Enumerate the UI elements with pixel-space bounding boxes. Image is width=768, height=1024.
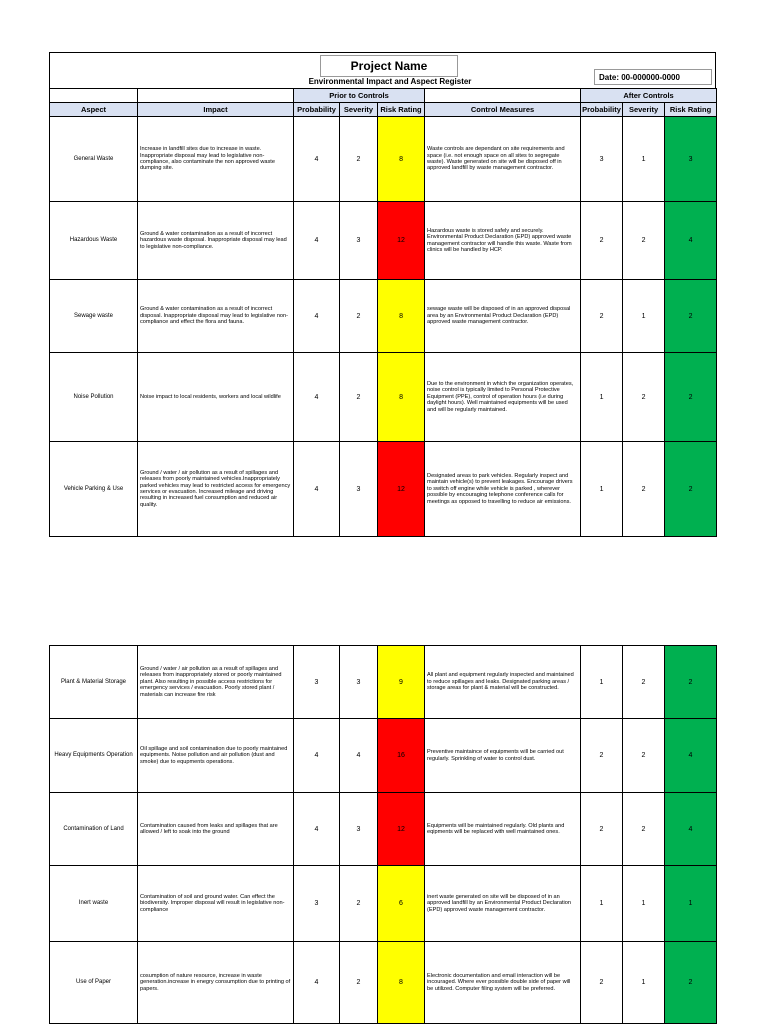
after-severity-cell: 2 — [623, 646, 665, 719]
risk-rating-cell: 16 — [378, 719, 425, 793]
aspect-cell: Noise Pollution — [50, 353, 138, 442]
after-severity-cell: 2 — [623, 353, 665, 442]
table-row — [50, 793, 717, 866]
aspect-cell: General Waste — [50, 117, 138, 202]
risk-rating-cell: 8 — [378, 353, 425, 442]
after-severity-cell: 1 — [623, 280, 665, 353]
risk-rating-cell: 8 — [378, 280, 425, 353]
impact-cell: Increase in landfill sites due to increase in waste. Inappropriate disposal may lead to legislative non-compliance, also contaminate the non approved waste dumping site. — [138, 117, 294, 202]
after-risk-rating-cell: 4 — [665, 719, 717, 793]
aspect-cell: Hazardous Waste — [50, 202, 138, 280]
table-row — [50, 442, 717, 537]
control-measures-header: Control Measures — [425, 103, 581, 117]
table-row — [50, 866, 717, 942]
probability-cell: 4 — [294, 202, 340, 280]
aspect-cell: Heavy Equipments Operation — [50, 719, 138, 793]
risk-rating-cell: 6 — [378, 866, 425, 942]
probability-cell: 3 — [294, 866, 340, 942]
control-measures-cell: Designated areas to park vehicles. Regularly inspect and maintain vehicle(s) to prevent leakages. Encourage drivers to switch off engine while vehicle is parked , wherever possible by encouraging telephone conference calls for meetings as opposed to travelling to reduce air emissions. — [425, 442, 581, 537]
probability-header: Probability — [294, 103, 340, 117]
title-block — [49, 52, 716, 88]
after-risk-rating-cell: 3 — [665, 117, 717, 202]
probability-cell: 4 — [294, 719, 340, 793]
control-measures-cell: Hazardous waste is stored safely and securely. Environmental Product Declaration (EPD) approved waste management contractor will handle this waste. Waste from clinics will be handled by HCP. — [425, 202, 581, 280]
after-risk-rating-cell: 2 — [665, 353, 717, 442]
control-measures-cell: Waste controls are dependant on site requirements and space (i.e. not enough space on all sites to segregate waste). Waste generated on site will be disposed off in approved landfill by waste management contractor. — [425, 117, 581, 202]
after-risk-rating-cell: 1 — [665, 866, 717, 942]
table-row — [50, 202, 717, 280]
impact-header: Impact — [138, 103, 294, 117]
risk-rating-cell: 8 — [378, 942, 425, 1024]
risk-rating-cell: 9 — [378, 646, 425, 719]
register-title: Environmental Impact and Aspect Register — [308, 77, 472, 86]
control-measures-cell: sewage waste will be disposed of in an approved disposal area by an Environmental Product Declaration (EPD) approved waste management contractor. — [425, 280, 581, 353]
table-row — [50, 353, 717, 442]
impact-cell: cosumption of nature resource, increase in waste generation.increase in enegry consumption due to printing of papers. — [138, 942, 294, 1024]
after-risk-rating-cell: 2 — [665, 942, 717, 1024]
prior-controls-header: Prior to Controls — [294, 89, 425, 103]
blank-cell — [50, 89, 138, 103]
probability-cell: 4 — [294, 117, 340, 202]
after-probability-cell: 3 — [581, 117, 623, 202]
register-body-continued — [50, 646, 717, 1024]
table-row — [50, 117, 717, 202]
after-severity-cell: 2 — [623, 202, 665, 280]
control-measures-cell: Due to the environment in which the organization operates, noise control is typically limited to Personal Protective Equipment (PPE), control of operation hours (i.e during daylight hours). Well maintained equipments will be used and will be regularly maintained. — [425, 353, 581, 442]
after-risk-rating-cell: 4 — [665, 202, 717, 280]
severity-cell: 2 — [340, 942, 378, 1024]
impact-cell: Contamination of soil and ground water. Can effect the biodiversity. Improper disposal will result in legislative non-compliance — [138, 866, 294, 942]
register-sheet-page-1 — [49, 52, 716, 537]
risk-rating-cell: 8 — [378, 117, 425, 202]
control-measures-cell: Equipments will be maintained regularly. Old plants and eqipments will be replaced with well maintained ones. — [425, 793, 581, 866]
after-probability-cell: 2 — [581, 793, 623, 866]
impact-cell: Contamination caused from leaks and spillages that are allowed / left to soak into the ground — [138, 793, 294, 866]
impact-cell: Oil spillage and soil contamination due to poorly maintained equipments. Noise pollution and air pollution (dust and smoke) due to equpments operations. — [138, 719, 294, 793]
severity-header: Severity — [340, 103, 378, 117]
severity-cell: 3 — [340, 202, 378, 280]
after-risk-rating-header: Risk Rating — [665, 103, 717, 117]
table-row — [50, 719, 717, 793]
after-severity-cell: 1 — [623, 866, 665, 942]
after-severity-cell: 1 — [623, 117, 665, 202]
after-probability-cell: 2 — [581, 202, 623, 280]
severity-cell: 2 — [340, 866, 378, 942]
severity-cell: 2 — [340, 353, 378, 442]
aspect-cell: Sewage waste — [50, 280, 138, 353]
severity-cell: 4 — [340, 719, 378, 793]
aspect-cell: Contamination of Land — [50, 793, 138, 866]
risk-rating-cell: 12 — [378, 202, 425, 280]
aspect-cell: Vehicle Parking & Use — [50, 442, 138, 537]
after-probability-cell: 2 — [581, 942, 623, 1024]
date-field[interactable]: Date: 00-000000-0000 — [594, 69, 712, 85]
after-severity-cell: 2 — [623, 793, 665, 866]
after-severity-header: Severity — [623, 103, 665, 117]
probability-cell: 4 — [294, 280, 340, 353]
risk-rating-cell: 12 — [378, 442, 425, 537]
table-row — [50, 942, 717, 1024]
after-probability-cell: 1 — [581, 866, 623, 942]
group-header-row — [50, 89, 717, 103]
impact-cell: Ground & water contamination as a result of incorrect disposal. Inappropriate disposal may lead to legislative non-compliance and effect the flora and fauna. — [138, 280, 294, 353]
after-severity-cell: 1 — [623, 942, 665, 1024]
risk-rating-cell: 12 — [378, 793, 425, 866]
register-sheet-page-2 — [49, 645, 716, 1024]
after-probability-cell: 1 — [581, 353, 623, 442]
after-risk-rating-cell: 2 — [665, 442, 717, 537]
after-risk-rating-cell: 2 — [665, 280, 717, 353]
control-measures-cell: inert waste generated on site will be disposed of in an approved landfill by an Environmental Product Declaration (EPD) approved waste management contractor. — [425, 866, 581, 942]
probability-cell: 3 — [294, 646, 340, 719]
after-probability-header: Probability — [581, 103, 623, 117]
table-row — [50, 280, 717, 353]
register-table-continued — [49, 645, 717, 1024]
probability-cell: 4 — [294, 353, 340, 442]
table-row — [50, 646, 717, 719]
probability-cell: 4 — [294, 442, 340, 537]
control-measures-cell: All plant and equipment regularly inspected and maintained to reduce spillages and leaks. Designated parking areas / storage areas for plant & material will be constructed. — [425, 646, 581, 719]
aspect-cell: Use of Paper — [50, 942, 138, 1024]
severity-cell: 2 — [340, 280, 378, 353]
after-probability-cell: 1 — [581, 646, 623, 719]
impact-cell: Ground / water / air pollution as a result of spillages and releases from poorly maintained vehicles.Inappropriately parked vehicles may lead to restricted access for emergency services or evacuation. Increased mileage and driving resulting in increased fuel consumption and reduced air quality. — [138, 442, 294, 537]
after-probability-cell: 2 — [581, 719, 623, 793]
aspect-cell: Plant & Material Storage — [50, 646, 138, 719]
control-measures-cell: Electronic documentation and email interaction will be incouraged. Where ever possible double side of paper will be utilized. Computer filing system will be preferred. — [425, 942, 581, 1024]
blank-cell — [425, 89, 581, 103]
after-controls-header: After Controls — [581, 89, 717, 103]
register-table — [49, 88, 717, 537]
after-severity-cell: 2 — [623, 719, 665, 793]
aspect-header: Aspect — [50, 103, 138, 117]
project-name[interactable]: Project Name — [320, 55, 458, 77]
after-probability-cell: 2 — [581, 280, 623, 353]
probability-cell: 4 — [294, 793, 340, 866]
risk-rating-header: Risk Rating — [378, 103, 425, 117]
impact-cell: Ground & water contamination as a result of incorrect hazardous waste disposal. Inappropriate disposal may lead to legislative non-compliance. — [138, 202, 294, 280]
severity-cell: 3 — [340, 442, 378, 537]
severity-cell: 2 — [340, 117, 378, 202]
after-severity-cell: 2 — [623, 442, 665, 537]
severity-cell: 3 — [340, 646, 378, 719]
column-header-row — [50, 103, 717, 117]
register-body — [50, 117, 717, 537]
aspect-cell: Inert waste — [50, 866, 138, 942]
blank-cell — [138, 89, 294, 103]
impact-cell: Noise impact to local residents, workers and local wildlife — [138, 353, 294, 442]
impact-cell: Ground / water / air pollution as a result of spillages and releases from inappropriately stored or poorly maintained plant. Also resulting in possible access restrictions for emergency services / evacuation. Poorly stored plant / materials can increase fire risk — [138, 646, 294, 719]
after-risk-rating-cell: 4 — [665, 793, 717, 866]
control-measures-cell: Preventive maintaince of equipments will be carried out regularly. Sprinkling of water to control dust. — [425, 719, 581, 793]
severity-cell: 3 — [340, 793, 378, 866]
after-risk-rating-cell: 2 — [665, 646, 717, 719]
probability-cell: 4 — [294, 942, 340, 1024]
after-probability-cell: 1 — [581, 442, 623, 537]
